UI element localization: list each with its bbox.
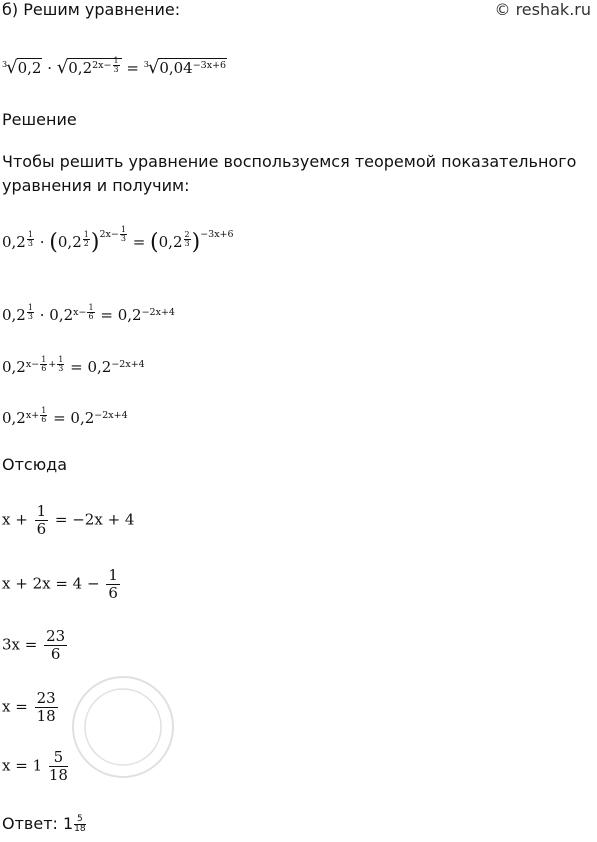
intro-text: Чтобы решить уравнение воспользуемся теоремой показательного уравнения и получим:	[2, 152, 577, 195]
solution-heading: Решение	[2, 110, 77, 129]
step-7-equation: 3x = $\frac{23}{6}$	[2, 627, 66, 663]
radical-sign: √	[6, 57, 18, 78]
answer-line: Ответ: 1 $\frac{5}{18}$	[2, 814, 86, 834]
step-6-equation: x + 2x = 4 − $\frac{1}{6}$	[2, 566, 118, 602]
step-8-equation: x = $\frac{23}{18}$	[2, 689, 56, 725]
step-1-equation: 0,2 $^{\frac{1}{3}}$ · (0,2 $^{\frac{1}{2}}$ )$^{2x- \frac{1}{3}}$ = (0,2 $^{\frac{2}{3}}$ )$^{-3x+6}$	[2, 224, 234, 255]
task-title: б) Решим уравнение:	[2, 0, 181, 19]
radical-sign: √	[147, 57, 160, 78]
radical-sign: √	[56, 57, 69, 78]
step-2-equation: 0,2 $^{\frac{1}{3}}$ · $0,2^{x- \frac{1}{6}}$ = $0,2^{-2x+4}$	[2, 303, 175, 324]
main-equation: $^3√0,2 \cdot √0,2^{2x- \frac{1}{3}}$ = $^3√0,04^{-3x+6}$	[2, 56, 227, 78]
watermark-text: © reshak.ru	[494, 0, 591, 19]
step-3-equation: $0,2^{x- \frac{1}{6} + \frac{1}{3}}$ = $0,2^{-2x+4}$	[2, 355, 145, 376]
step-9-equation: x = 1 $\frac{5}{18}$	[2, 748, 68, 784]
step-5-equation: x + $\frac{1}{6}$ = −2x + 4	[2, 502, 135, 538]
step-4-equation: $0,2^{x+ \frac{1}{6}}$ = $0,2^{-2x+4}$	[2, 406, 128, 427]
hence-label: Отсюда	[2, 455, 68, 474]
watermark-stamp	[68, 672, 178, 782]
